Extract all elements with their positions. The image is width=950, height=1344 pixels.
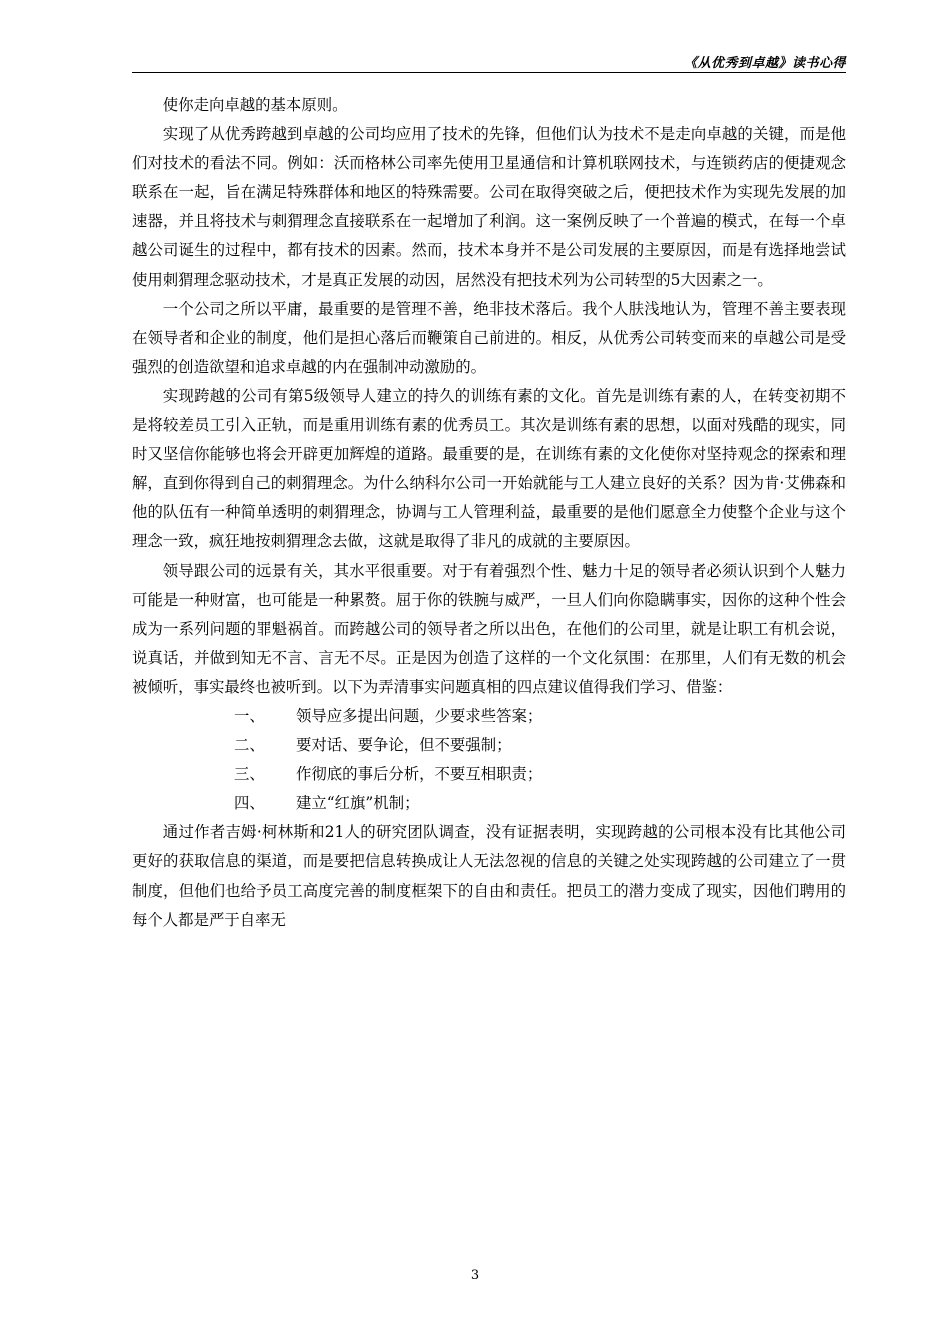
body-text [132, 91, 846, 935]
document-title: 《从优秀到卓越》读书心得 [683, 56, 846, 71]
list-text: 建立“红旗”机制； [296, 794, 420, 813]
list-number: 二、 [234, 736, 265, 755]
list-item [132, 760, 846, 789]
list-text: 要对话、要争论，但不要强制； [296, 736, 512, 755]
paragraph: 实现跨越的公司有第5级领导人建立的持久的训练有素的文化。首先是训练有素的人，在转变初期不是将较差员工引入正轨，而是重用训练有素的优秀员工。其次是训练有素的思想，以面对残酷的现实，同时又坚信你能够也将会开辟更加辉煌的道路。最重要的是，在训练有素的文化使你对坚持观念的探索和理解，直到你得到自己的刺猬理念。为什么纳科尔公司一开始就能与工人建立良好的关系？因为肯·艾佛森和他的队伍有一种简单透明的刺猬理念，协调与工人管理利益，最重要的是他们愿意全力使整个企业与这个理念一致，疯狂地按刺猬理念去做，这就是取得了非凡的成就的主要原因。 [132, 386, 846, 551]
paragraph: 使你走向卓越的基本原则。 [162, 96, 348, 114]
list-item [132, 789, 846, 818]
paragraph: 领导跟公司的远景有关，其水平很重要。对于有着强烈个性、魅力十足的领导者必须认识到个人魅力可能是一种财富，也可能是一种累赘。屈于你的铁腕与威严，一旦人们向你隐瞒事实，因你的这种个性会成为一系列问题的罪魁祸首。而跨越公司的领导者之所以出色，在他们的公司里，就是让职工有机会说，说真话，并做到知无不言、言无不尽。正是因为创造了这样的一个文化氛围：在那里，人们有无数的机会被倾听，事实最终也被听到。以下为弄清事实问题真相的四点建议值得我们学习、借鉴： [132, 561, 846, 696]
list-text: 领导应多提出问题，少要求些答案； [296, 706, 543, 725]
list-item [132, 731, 846, 760]
list-number: 四、 [234, 794, 265, 813]
list-number: 一、 [234, 706, 265, 725]
page-number: 3 [470, 1268, 480, 1283]
paragraph: 一个公司之所以平庸，最重要的是管理不善，绝非技术落后。我个人肤浅地认为，管理不善主要表现在领导者和企业的制度，他们是担心落后而鞭策自己前进的。相反，从优秀公司转变而来的卓越公司是受强烈的创造欲望和追求卓越的内在强制冲动激励的。 [132, 299, 846, 376]
paragraph: 实现了从优秀跨越到卓越的公司均应用了技术的先锋，但他们认为技术不是走向卓越的关键，而是他们对技术的看法不同。例如：沃而格林公司率先使用卫星通信和计算机联网技术，与连锁药店的便捷观念联系在一起，旨在满足特殊群体和地区的特殊需要。公司在取得突破之后，便把技术作为实现先发展的加速器，并且将技术与刺猬理念直接联系在一起增加了利润。这一案例反映了一个普遍的模式，在每一个卓越公司诞生的过程中，都有技术的因素。然而，技术本身并不是公司发展的主要原因，而是有选择地尝试使用刺猬理念驱动技术，才是真正发展的动因，居然没有把技术列为公司转型的5大因素之一。 [132, 125, 846, 289]
list-text: 作彻底的事后分析，不要互相职责； [296, 765, 543, 784]
paragraph: 通过作者吉姆·柯林斯和21人的研究团队调查，没有证据表明，实现跨越的公司根本没有比其他公司更好的获取信息的渠道，而是要把信息转换成让人无法忽视的信息的关键之处实现跨越的公司建立了一贯制度，但他们也给予员工高度完善的制度框架下的自由和责任。把员工的潜力变成了现实，因他们聘用的每个人都是严于自率无 [132, 823, 846, 929]
page-header [132, 50, 846, 73]
list-number: 三、 [234, 765, 265, 784]
list-item [132, 702, 846, 731]
